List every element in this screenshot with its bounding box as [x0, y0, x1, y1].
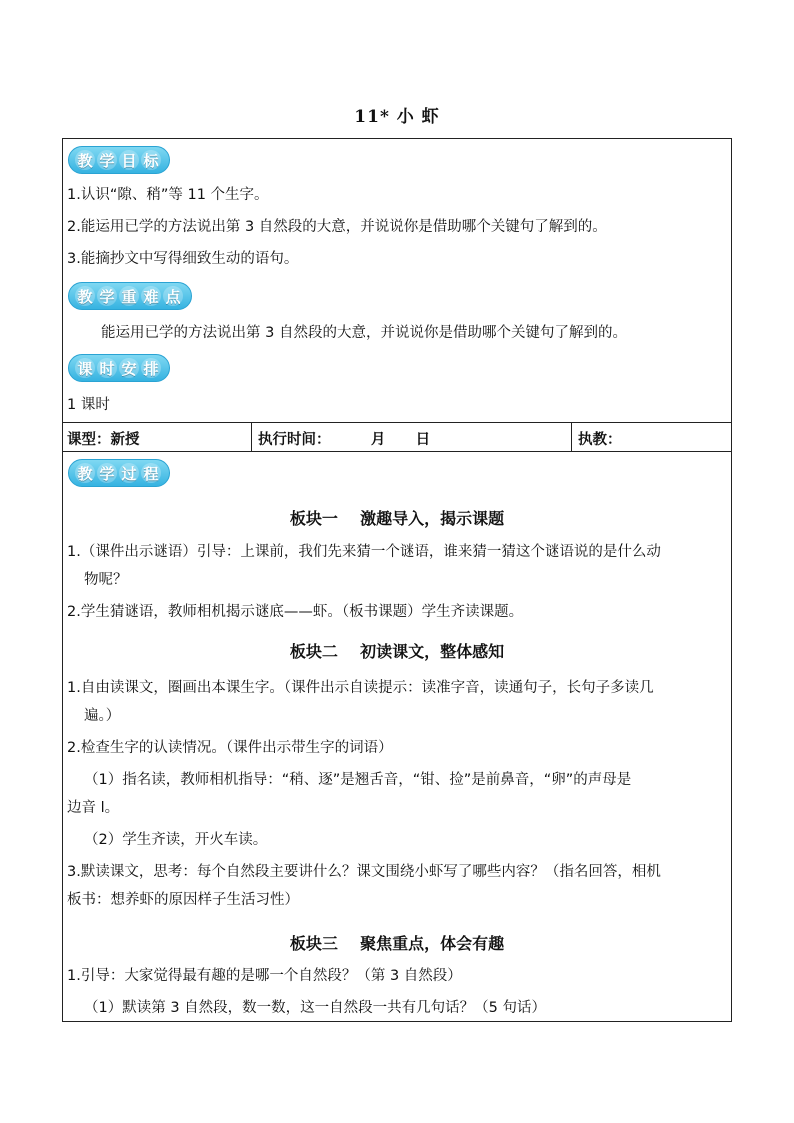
- badge-char: 点: [163, 286, 183, 306]
- teacher-cell: 执教：: [578, 432, 622, 448]
- process-line: 1.引导：大家觉得最有趣的是哪一个自然段？（第 3 自然段）: [67, 968, 462, 984]
- cell-divider: [571, 422, 572, 451]
- page-title: 11* 小 虾: [354, 107, 440, 127]
- section-heading-1: 板块一 激趣导入，揭示课题: [289, 509, 505, 528]
- process-heading-badge: [68, 459, 170, 487]
- section-heading-3: 板块三 聚焦重点，体会有趣: [289, 934, 505, 953]
- badge-char: 难: [141, 286, 161, 306]
- process-line: （2）学生齐读，开火车读。: [84, 832, 268, 848]
- lesson-type-cell: 课型：新授: [67, 432, 140, 448]
- goal-item: 1.认识“隙、稍”等 11 个生字。: [67, 187, 269, 203]
- key-points-text: 能运用已学的方法说出第 3 自然段的大意，并说说你是借助哪个关键句了解到的。: [101, 325, 627, 341]
- badge-char: 教: [75, 286, 95, 306]
- badge-char: 标: [141, 150, 161, 170]
- process-line: 遍。）: [84, 708, 121, 724]
- badge-char: 教: [75, 150, 95, 170]
- badge-char: 安: [119, 358, 139, 378]
- badge-char: 学: [97, 286, 117, 306]
- process-line: （1）默读第 3 自然段，数一数，这一自然段一共有几句话？（5 句话）: [84, 1000, 547, 1016]
- badge-char: 课: [75, 358, 95, 378]
- row-divider: [62, 422, 732, 423]
- key-points-heading-badge: [68, 282, 192, 310]
- process-line: 1.自由读课文，圈画出本课生字。（课件出示自读提示：读准字音，读通句子，长句子多读几: [67, 680, 654, 696]
- process-line: 3.默读课文，思考：每个自然段主要讲什么？课文围绕小虾写了哪些内容？（指名回答，相机: [67, 864, 661, 880]
- execution-time-cell: 执行时间： 月 日: [258, 432, 431, 448]
- badge-char: 过: [119, 463, 139, 483]
- badge-char: 学: [97, 463, 117, 483]
- badge-char: 学: [97, 150, 117, 170]
- process-line: 2.学生猜谜语，教师相机揭示谜底——虾。（板书课题）学生齐读课题。: [67, 604, 524, 620]
- badge-char: 教: [75, 463, 95, 483]
- badge-char: 目: [119, 150, 139, 170]
- badge-char: 程: [141, 463, 161, 483]
- section-heading-2: 板块二 初读课文，整体感知: [289, 642, 505, 661]
- goal-item: 2.能运用已学的方法说出第 3 自然段的大意，并说说你是借助哪个关键句了解到的。: [67, 219, 607, 235]
- process-line: 板书：想养虾的原因样子生活习性）: [67, 892, 299, 908]
- process-line: （1）指名读，教师相机指导：“稍、逐”是翘舌音，“钳、捡”是前鼻音，“卵”的声母是: [84, 772, 632, 788]
- process-line: 1.（课件出示谜语）引导：上课前，我们先来猜一个谜语，谁来猜一猜这个谜语说的是什么动: [67, 544, 661, 560]
- goals-heading-badge: [68, 146, 170, 174]
- badge-char: 排: [141, 358, 161, 378]
- process-line: 2.检查生字的认读情况。（课件出示带生字的词语）: [67, 740, 393, 756]
- schedule-heading-badge: [68, 354, 170, 382]
- badge-char: 时: [97, 358, 117, 378]
- process-line: 物呢？: [84, 572, 128, 588]
- row-divider: [62, 451, 732, 452]
- lesson-table: [62, 138, 732, 1022]
- goal-item: 3.能摘抄文中写得细致生动的语句。: [67, 251, 299, 267]
- badge-char: 重: [119, 286, 139, 306]
- process-line: 边音 l。: [67, 800, 120, 816]
- schedule-text: 1 课时: [67, 397, 110, 413]
- cell-divider: [251, 422, 252, 451]
